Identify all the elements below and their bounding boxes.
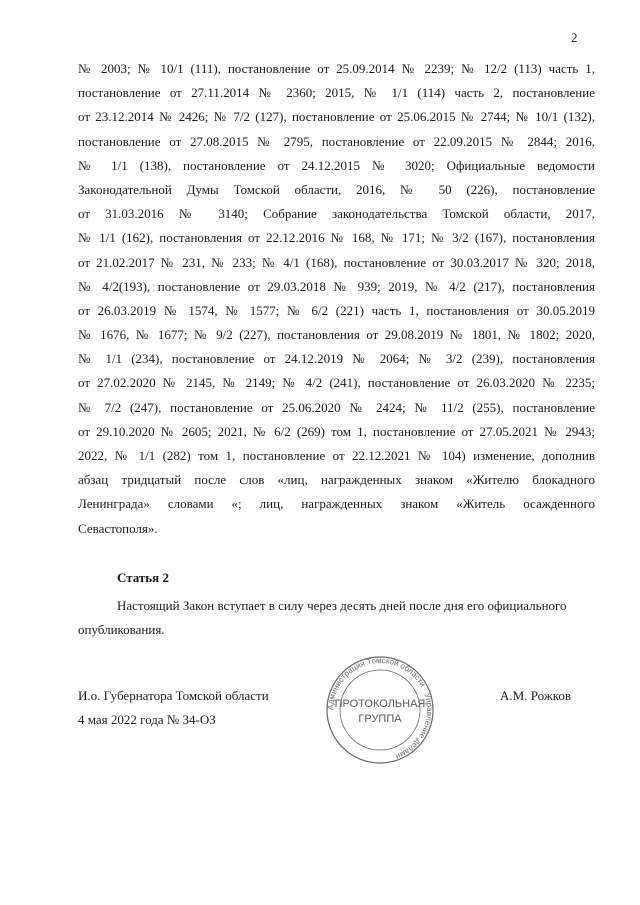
body-line: Севастополя».	[78, 520, 158, 536]
body-text	[78, 57, 595, 541]
body-line: Законодательной Думы Томской области, 2016, № 50 (226), постановление	[78, 181, 595, 197]
seal-center-line1: ПРОТОКОЛЬНАЯ	[334, 698, 426, 710]
body-line: № 1/1 (138), постановление от 24.12.2015 № 3020; Официальные ведомости	[78, 157, 595, 173]
article-heading: Статья 2	[117, 570, 169, 585]
seal-ring-text: Администрация Томской области · Управление делами	[325, 655, 435, 762]
article-text-content: Настоящий Закон вступает в силу через десять дней после дня его официального опубликования.	[78, 598, 567, 638]
body-line: № 1/1 (234), постановление от 24.12.2019 № 2064; № 3/2 (239), постановления	[78, 351, 595, 367]
body-line: 2022, № 1/1 (282) том 1, постановление от 22.12.2021 № 104) изменение, дополнив	[78, 448, 595, 463]
body-line: от 23.12.2014 № 2426; № 7/2 (127), постановление от 25.06.2015 № 2744; № 10/1 (132),	[78, 109, 595, 125]
body-line: № 7/2 (247), постановление от 25.06.2020 № 2424; № 11/2 (255), постановление	[78, 399, 595, 415]
body-line: № 2003; № 10/1 (111), постановление от 25.09.2014 № 2239; № 12/2 (113) часть 1,	[78, 61, 595, 76]
stamp-seal-icon	[315, 655, 445, 765]
body-line: № 1/1 (162), постановления от 22.12.2016 № 168, № 171; № 3/2 (167), постановления	[78, 230, 595, 246]
seal-center-line2: ГРУППА	[358, 713, 402, 725]
signatory-title: И.о. Губернатора Томской области	[78, 688, 269, 703]
body-line: от 27.02.2020 № 2145, № 2149; № 4/2 (241), постановление от 26.03.2020 № 2235;	[78, 375, 595, 391]
body-line: Ленинграда» словами «; лиц, награжденных знаком «Житель осажденного	[78, 496, 595, 512]
body-line: абзац тридцатый после слов «лиц, награжденных знаком «Жителю блокадного	[78, 472, 595, 488]
law-date-number: 4 мая 2022 года № 34-ОЗ	[78, 712, 216, 727]
body-line: от 29.10.2020 № 2605; 2021, № 6/2 (269) том 1, постановление от 27.05.2021 № 2943;	[78, 423, 595, 439]
body-line: от 31.03.2016 № 3140; Собрание законодательства Томской области, 2017,	[78, 206, 595, 222]
body-line: № 4/2(193), постановление от 29.03.2018 № 939; 2019, № 4/2 (217), постановления	[78, 278, 595, 294]
body-line: № 1676, № 1677; № 9/2 (227), постановления от 29.08.2019 № 1801, № 1802; 2020,	[78, 327, 595, 343]
signatory-name: А.М. Рожков	[500, 688, 572, 703]
page-number: 2	[571, 30, 578, 45]
body-line: от 26.03.2019 № 1574, № 1577; № 6/2 (221) часть 1, постановления от 30.05.2019	[78, 302, 595, 318]
body-line: постановление от 27.08.2015 № 2795, постановление от 22.09.2015 № 2844; 2016,	[78, 133, 595, 149]
body-line: от 21.02.2017 № 231, № 233; № 4/1 (168), постановление от 30.03.2017 № 320; 2018,	[78, 254, 595, 270]
body-line: постановление от 27.11.2014 № 2360; 2015, № 1/1 (114) часть 2, постановление	[78, 85, 595, 101]
article-text	[78, 594, 595, 642]
